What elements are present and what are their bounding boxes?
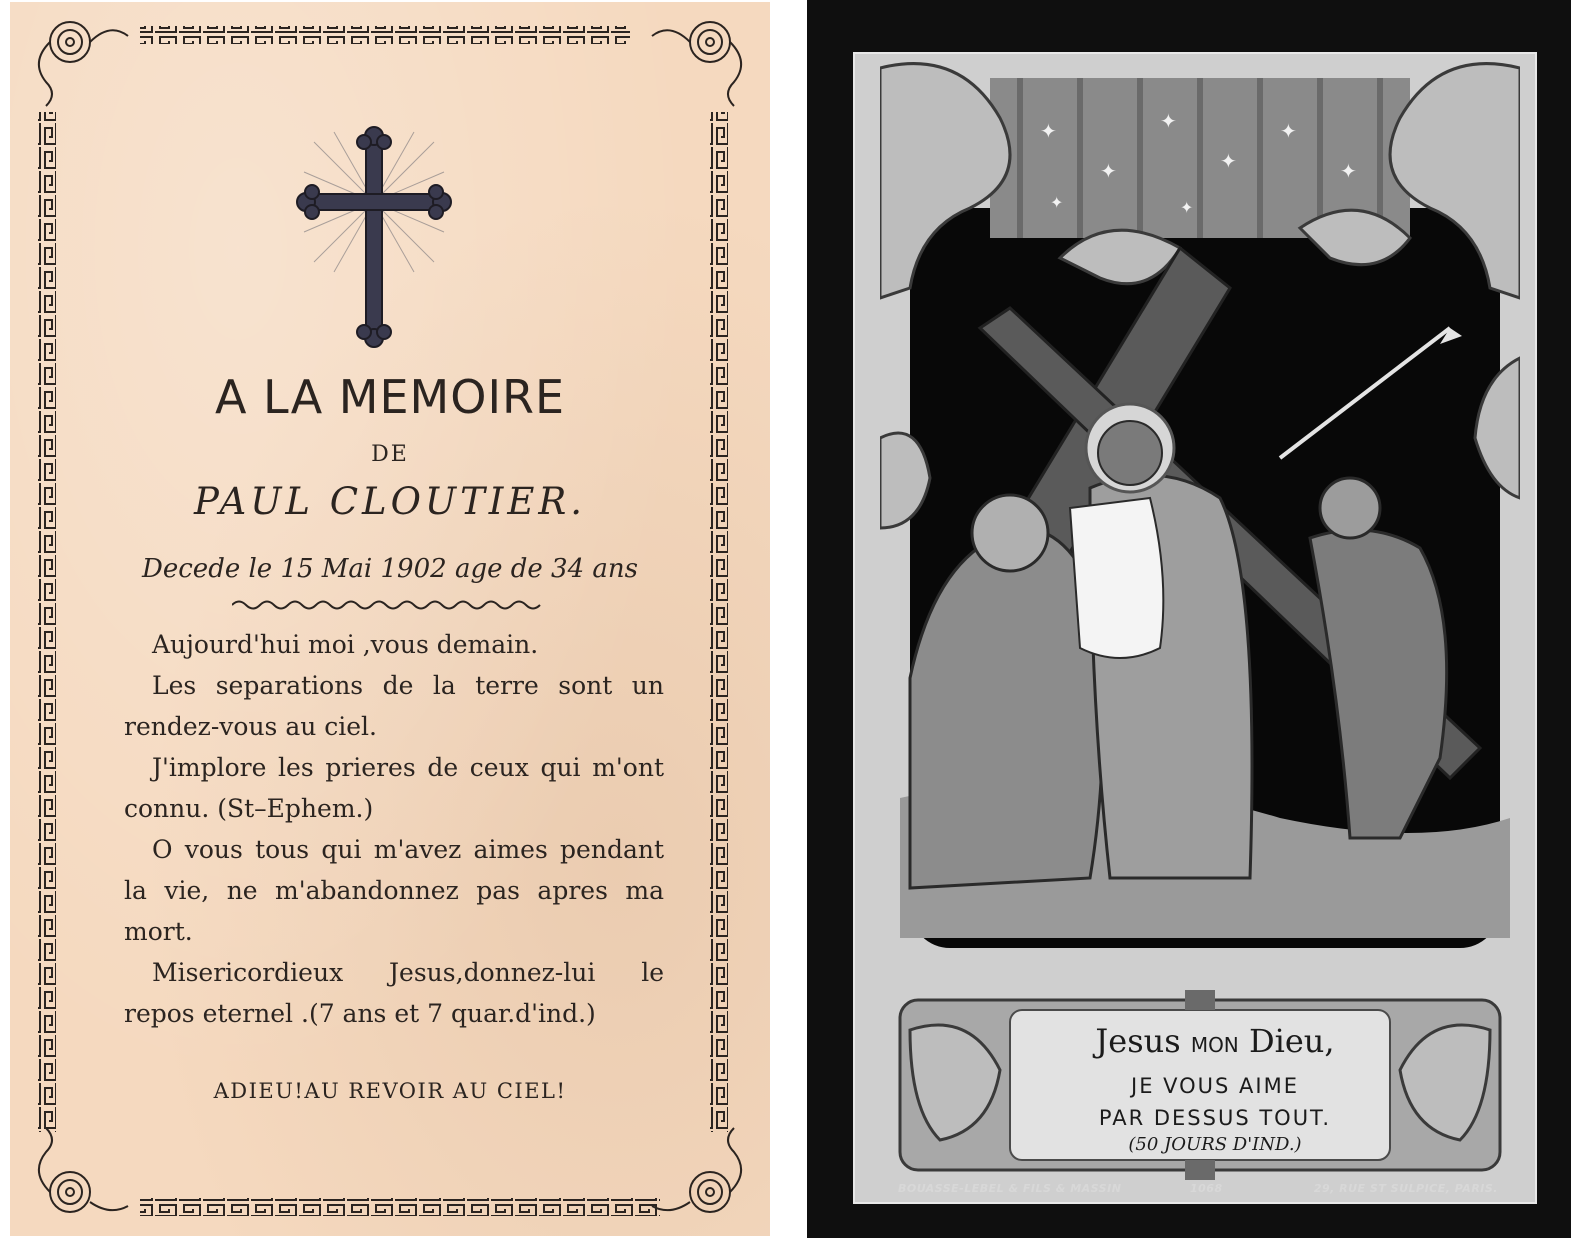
prayer-paragraph: Aujourd'hui moi ,vous demain. bbox=[152, 630, 539, 659]
cross-icon bbox=[294, 122, 454, 352]
svg-text:✦: ✦ bbox=[1220, 149, 1237, 173]
caption-word-mon: MON bbox=[1190, 1033, 1239, 1057]
memorial-prayer-text bbox=[124, 624, 664, 1034]
svg-text:✦: ✦ bbox=[1180, 198, 1194, 217]
caption-word-dieu: Dieu, bbox=[1248, 1022, 1335, 1060]
memorial-title: A LA MEMOIRE bbox=[214, 370, 566, 424]
veronica-wipes-face-of-jesus-engraving bbox=[880, 58, 1520, 998]
svg-text:✦: ✦ bbox=[1040, 119, 1057, 143]
caption-line-1 bbox=[1010, 1022, 1420, 1060]
svg-text:✦: ✦ bbox=[1280, 119, 1297, 143]
plate-number: 1068 bbox=[1190, 1182, 1223, 1195]
indulgence-note: (50 JOURS D'IND.) bbox=[1128, 1134, 1302, 1155]
memorial-de: DE bbox=[371, 442, 409, 467]
publisher-name: BOUASSE-LEBEL & FILS & MASSIN bbox=[898, 1182, 1122, 1195]
prayer-paragraph: Les separations de la terre sont un rendez-vous au ciel. bbox=[124, 671, 664, 741]
publisher-address: 29, RUE ST SULPICE, PARIS. bbox=[1313, 1182, 1498, 1195]
svg-text:✦: ✦ bbox=[1340, 159, 1357, 183]
wavy-divider bbox=[232, 598, 542, 612]
caption-line-2: JE VOUS AIME bbox=[1131, 1074, 1299, 1098]
deceased-name: PAUL CLOUTIER. bbox=[193, 480, 587, 523]
memorial-card-text-side bbox=[10, 2, 770, 1236]
svg-text:✦: ✦ bbox=[1100, 159, 1117, 183]
caption-word-jesus: Jesus bbox=[1095, 1022, 1181, 1060]
prayer-paragraph: J'implore les prieres de ceux qui m'ont connu. (St–Ephem.) bbox=[124, 753, 664, 823]
svg-text:✦: ✦ bbox=[1160, 109, 1177, 133]
caption-line-3: PAR DESSUS TOUT. bbox=[1098, 1106, 1332, 1130]
closing-farewell: ADIEU!AU REVOIR AU CIEL! bbox=[213, 1079, 567, 1103]
death-date-line: Decede le 15 Mai 1902 age de 34 ans bbox=[142, 554, 638, 584]
prayer-paragraph: Misericordieux Jesus,donnez-lui le repos eternel .(7 ans et 7 quar.d'ind.) bbox=[124, 958, 664, 1028]
prayer-paragraph: O vous tous qui m'avez aimes pendant la vie, ne m'abandonnez pas apres ma mort. bbox=[124, 835, 664, 946]
svg-text:✦: ✦ bbox=[1050, 193, 1064, 212]
